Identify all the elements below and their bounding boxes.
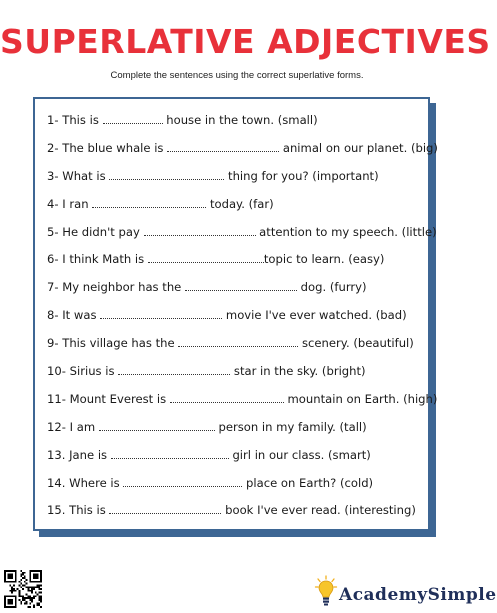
item-text-before: 9- This village has the [47, 336, 179, 351]
exercise-item [47, 476, 422, 504]
answer-blank[interactable] [167, 151, 279, 152]
lightbulb-icon [315, 575, 337, 609]
item-text-after: attention to my speech. (little) [255, 224, 437, 239]
exercise-item [47, 197, 422, 225]
item-text-before: 7- My neighbor has the [47, 280, 185, 295]
answer-blank[interactable] [111, 458, 229, 459]
answer-blank[interactable] [148, 262, 264, 263]
exercise-item [47, 252, 422, 280]
item-text-before: 5- He didn't pay [47, 224, 144, 239]
item-text-after: movie I've ever watched. (bad) [222, 308, 407, 323]
exercise-item [47, 503, 422, 531]
exercise-item [47, 448, 422, 476]
item-text-before: 8- It was [47, 308, 101, 323]
exercise-item [47, 364, 422, 392]
item-text-after: person in my family. (tall) [214, 419, 367, 434]
exercise-item [47, 224, 437, 253]
item-text-after: house in the town. (small) [162, 113, 318, 127]
item-text-after: dog. (furry) [297, 280, 367, 295]
item-text-after: star in the sky. (bright) [230, 364, 366, 379]
exercise-item [47, 140, 438, 169]
item-text-before: 3- What is [47, 168, 110, 183]
item-text-before: 2- The blue whale is [47, 140, 168, 155]
item-text-after: topic to learn. (easy) [263, 252, 385, 267]
item-text-before: 11- Mount Everest is [47, 391, 170, 406]
item-text-before: 14. Where is [47, 475, 124, 490]
item-text-before: 1- This is [47, 113, 103, 127]
item-text-before: 12- I am [47, 419, 99, 434]
exercise-item [47, 420, 422, 448]
exercise-box [33, 97, 438, 531]
exercise-item [47, 308, 422, 336]
answer-blank[interactable] [109, 513, 221, 514]
exercise-list [47, 113, 438, 531]
answer-blank[interactable] [103, 123, 163, 124]
item-text-after: thing for you? (important) [224, 168, 379, 183]
answer-blank[interactable] [170, 402, 284, 403]
exercise-item [47, 280, 422, 308]
answer-blank[interactable] [92, 207, 206, 208]
brand-logo-text: AcademySimple [339, 585, 497, 605]
brand-logo [315, 575, 497, 609]
exercise-item [47, 391, 438, 420]
answer-blank[interactable] [100, 318, 222, 319]
exercise-item [47, 336, 422, 364]
qr-code-icon [4, 570, 42, 608]
answer-blank[interactable] [178, 346, 298, 347]
item-text-after: scenery. (beautiful) [298, 336, 414, 351]
item-text-after: place on Earth? (cold) [242, 475, 374, 490]
answer-blank[interactable] [118, 374, 230, 375]
answer-blank[interactable] [109, 179, 224, 180]
item-text-before: 10- Sirius is [47, 364, 119, 379]
item-text-before: 4- I ran [47, 196, 93, 211]
answer-blank[interactable] [144, 235, 256, 236]
answer-blank[interactable] [123, 486, 242, 487]
answer-blank[interactable] [99, 430, 215, 431]
item-text-before: 13. Jane is [47, 447, 111, 462]
worksheet-title: SUPERLATIVE ADJECTIVES [0, 22, 491, 61]
item-text-after: mountain on Earth. (high) [283, 391, 438, 406]
answer-blank[interactable] [185, 290, 297, 291]
worksheet-instructions: Complete the sentences using the correct superlative forms. [110, 70, 364, 81]
item-text-after: today. (far) [206, 196, 274, 211]
item-text-before: 6- I think Math is [47, 252, 148, 267]
exercise-item [47, 113, 422, 141]
item-text-before: 15. This is [47, 503, 110, 518]
item-text-after: book I've ever read. (interesting) [221, 503, 416, 518]
exercise-item [47, 169, 422, 197]
item-text-after: girl in our class. (smart) [228, 447, 371, 462]
item-text-after: animal on our planet. (big) [279, 140, 438, 155]
